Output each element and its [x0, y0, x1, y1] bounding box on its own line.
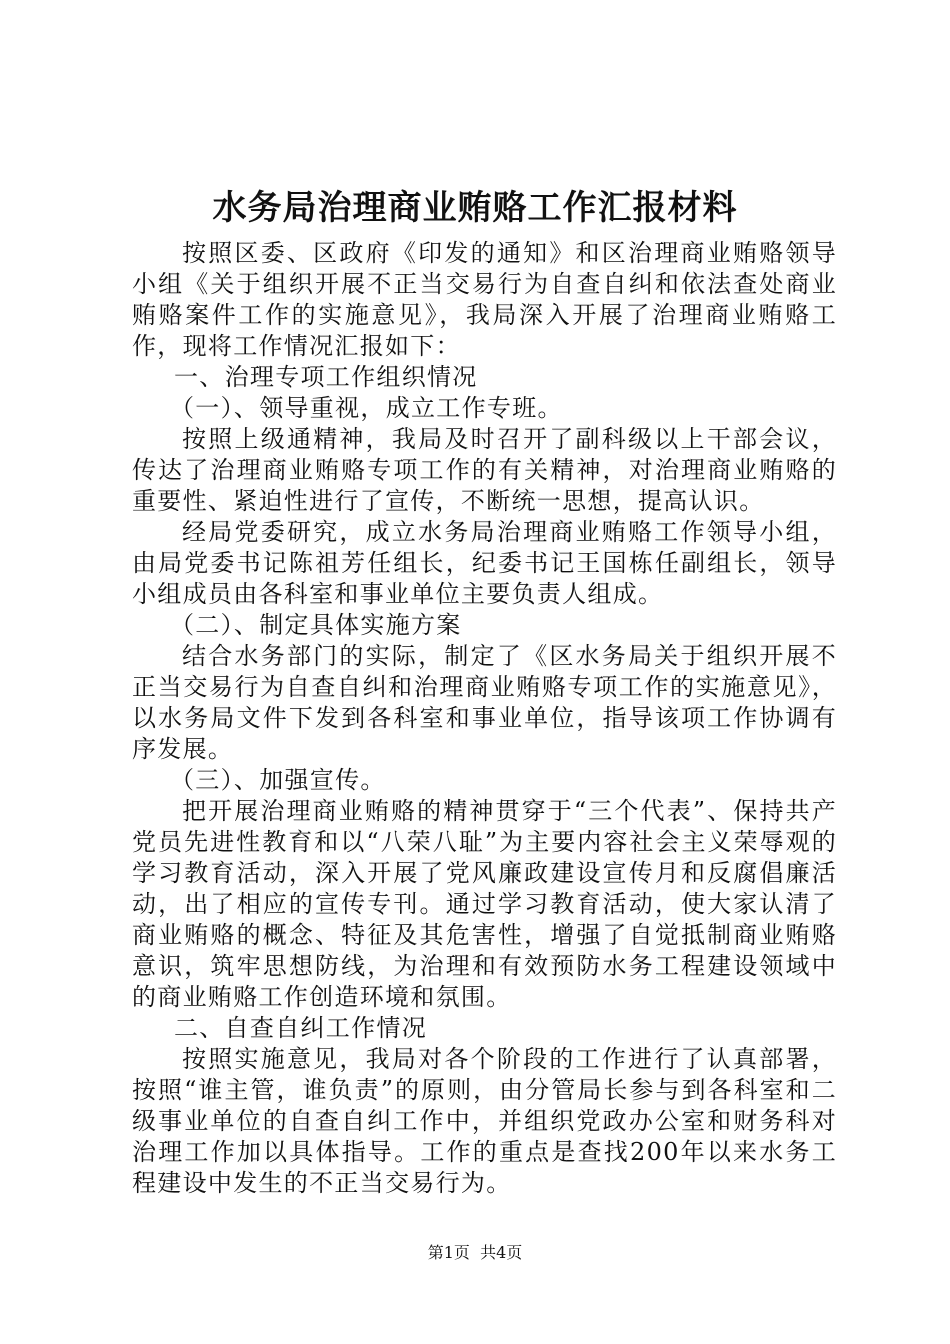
paragraph: 把开展治理商业贿赂的精神贯穿于“三个代表”、保持共产党员先进性教育和以“八荣八耻”为主要内容社会主义荣辱观的学习教育活动，深入开展了党风廉政建设宣传月和反腐倡廉活动，出了相应的宣传专刊。通过学习教育活动，使大家认清了商业贿赂的概念、特征及其危害性，增强了自觉抵制商业贿赂意识，筑牢思想防线，为治理和有效预防水务工程建设领域中的商业贿赂工作创造环境和氛围。 — [132, 797, 837, 1011]
paragraph-intro: 按照区委、区政府《印发的通知》和区治理商业贿赂领导小组《关于组织开展不正当交易行为自查自纠和依法查处商业贿赂案件工作的实施意见》，我局深入开展了治理商业贿赂工作，现将工作情况汇报如下： — [132, 239, 837, 360]
section-heading-2: 二、自查自纠工作情况 — [174, 1014, 427, 1042]
paragraph: 结合水务部门的实际，制定了《区水务局关于组织开展不正当交易行为自查自纠和治理商业贿赂专项工作的实施意见》，以水务局文件下发到各科室和事业单位，指导该项工作协调有序发展。 — [132, 642, 837, 763]
paragraph: 按照上级通精神，我局及时召开了副科级以上干部会议，传达了治理商业贿赂专项工作的有关精神，对治理商业贿赂的重要性、紧迫性进行了宣传，不断统一思想，提高认识。 — [132, 425, 837, 515]
paragraph: 经局党委研究，成立水务局治理商业贿赂工作领导小组，由局党委书记陈祖芳任组长，纪委书记王国栋任副组长，领导小组成员由各科室和事业单位主要负责人组成。 — [132, 518, 837, 608]
section-heading-1: 一、治理专项工作组织情况 — [174, 363, 478, 391]
subsection-heading-2: （二）、制定具体实施方案 — [170, 611, 462, 639]
page-total: 共4页 — [480, 1243, 523, 1262]
page-number: 第1页 — [427, 1243, 470, 1262]
document-title: 水务局治理商业贿赂工作汇报材料 — [212, 188, 738, 228]
page-footer — [0, 1242, 950, 1264]
paragraph: 按照实施意见，我局对各个阶段的工作进行了认真部署，按照“谁主管，谁负责”的原则，由分管局长参与到各科室和二级事业单位的自查自纠工作中，并组织党政办公室和财务科对治理工作加以具体指导。工作的重点是查找200年以来水务工程建设中发生的不正当交易行为。 — [132, 1045, 837, 1197]
document-body — [132, 238, 837, 1199]
subsection-heading-1: （一）、领导重视，成立工作专班。 — [170, 394, 563, 422]
subsection-heading-3: （三）、加强宣传。 — [170, 766, 386, 794]
